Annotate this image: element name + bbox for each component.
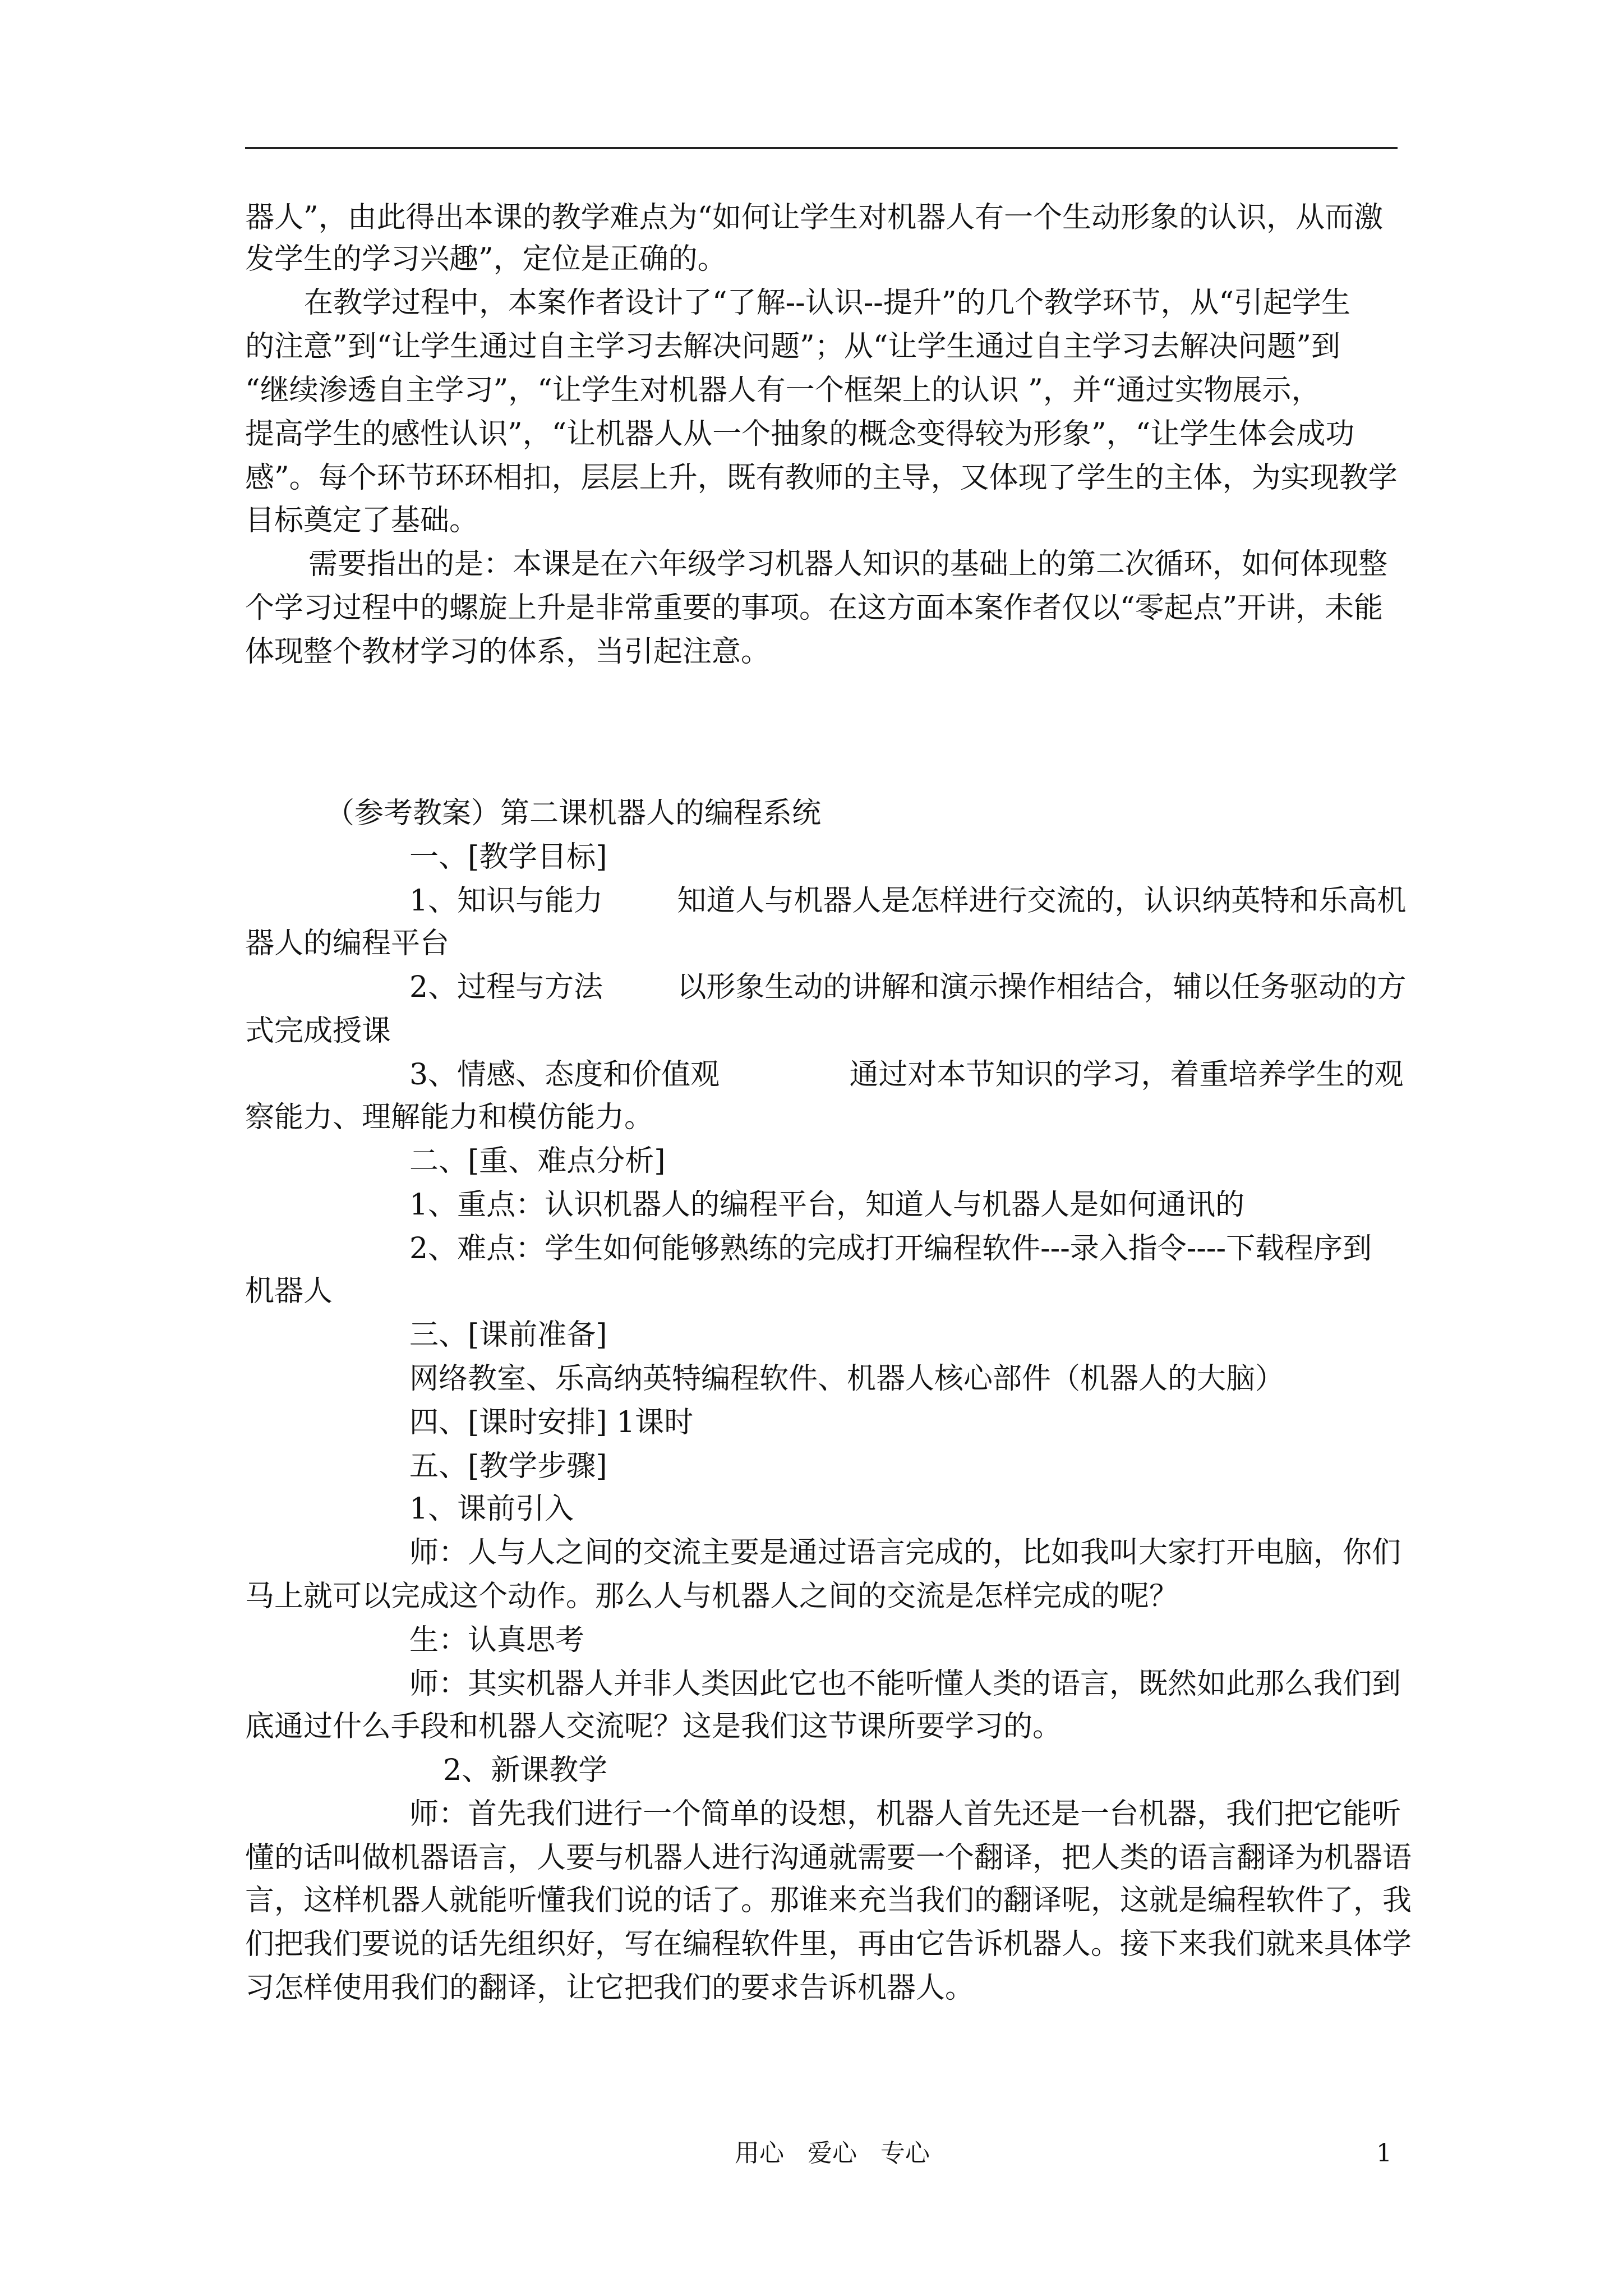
body-line: 的注意”到“让学生通过自主学习去解决问题”；从“让学生通过自主学习去解决问题”到 <box>245 330 1340 364</box>
body-line: 习怎样使用我们的翻译，让它把我们的要求告诉机器人。 <box>245 1971 975 2005</box>
body-line: 懂的话叫做机器语言，人要与机器人进行沟通就需要一个翻译，把人类的语言翻译为机器语 <box>245 1841 1412 1875</box>
section-heading: 一、[教学目标] <box>409 840 607 874</box>
body-line: 马上就可以完成这个动作。那么人与机器人之间的交流是怎样完成的呢？ <box>245 1580 1179 1613</box>
body-line: 目标奠定了基础。 <box>245 504 479 537</box>
body-line: 1、知识与能力 知道人与机器人是怎样进行交流的，认识纳英特和乐高机 <box>409 884 1407 918</box>
body-line: 察能力、理解能力和模仿能力。 <box>245 1101 654 1134</box>
body-line: 言，这样机器人就能听懂我们说的话了。那谁来充当我们的翻译呢，这就是编程软件了，我 <box>245 1884 1412 1917</box>
body-line: 在教学过程中，本案作者设计了“了解--认识--提升”的几个教学环节，从“引起学生 <box>304 286 1351 320</box>
body-line: 2、难点：学生如何能够熟练的完成打开编程软件---录入指令----下载程序到 <box>409 1232 1372 1266</box>
body-line: 2、过程与方法 以形象生动的讲解和演示操作相结合，辅以任务驱动的方 <box>409 970 1407 1004</box>
section-heading: 五、[教学步骤] <box>409 1450 607 1483</box>
body-line: 2、新课教学 <box>443 1754 608 1787</box>
body-line: 发学生的学习兴趣”，定位是正确的。 <box>245 242 727 276</box>
body-line: 器人的编程平台 <box>245 927 450 960</box>
body-line: 机器人 <box>245 1274 333 1308</box>
body-line: 提高学生的感性认识”，“让机器人从一个抽象的概念变得较为形象”，“让学生体会成功 <box>245 417 1355 451</box>
body-line: 1、重点：认识机器人的编程平台，知道人与机器人是如何通讯的 <box>409 1188 1245 1222</box>
body-line: 师：其实机器人并非人类因此它也不能听懂人类的语言，既然如此那么我们到 <box>409 1667 1401 1701</box>
body-line: 个学习过程中的螺旋上升是非常重要的事项。在这方面本案作者仅以“零起点”开讲，未能 <box>245 591 1384 625</box>
body-line: 感”。每个环节环环相扣，层层上升，既有教师的主导，又体现了学生的主体，为实现教学 <box>245 461 1398 495</box>
lesson-title: （参考教案）第二课机器人的编程系统 <box>325 797 822 830</box>
body-line: 们把我们要说的话先组织好，写在编程软件里，再由它告诉机器人。接下来我们就来具体学 <box>245 1927 1412 1961</box>
body-line: 器人”，由此得出本课的教学难点为“如何让学生对机器人有一个生动形象的认识，从而激 <box>245 201 1384 234</box>
body-line: “继续渗透自主学习”，“让学生对机器人有一个框架上的认识 ”，并“通过实物展示， <box>245 374 1321 407</box>
header-rule <box>245 147 1398 149</box>
section-heading: 三、[课前准备] <box>409 1318 607 1352</box>
body-line: 体现整个教材学习的体系，当引起注意。 <box>245 635 771 669</box>
page-number: 1 <box>1376 2139 1392 2168</box>
footer-slogan: 用心 爱心 专心 <box>735 2139 930 2168</box>
body-line: 1、课前引入 <box>409 1492 574 1526</box>
body-line: 师：人与人之间的交流主要是通过语言完成的，比如我叫大家打开电脑，你们 <box>409 1536 1401 1570</box>
body-line: 生：认真思考 <box>409 1623 585 1657</box>
section-heading: 四、[课时安排] 1课时 <box>409 1406 694 1439</box>
body-line: 式完成授课 <box>245 1014 391 1048</box>
body-line: 底通过什么手段和机器人交流呢？这是我们这节课所要学习的。 <box>245 1710 1062 1743</box>
section-heading: 二、[重、难点分析] <box>409 1144 666 1178</box>
body-line: 需要指出的是：本课是在六年级学习机器人知识的基础上的第二次循环，如何体现整 <box>308 547 1388 581</box>
body-line: 师：首先我们进行一个简单的设想，机器人首先还是一台机器，我们把它能听 <box>409 1797 1401 1831</box>
body-line: 3、情感、态度和价值观 通过对本节知识的学习，着重培养学生的观 <box>409 1058 1404 1092</box>
body-line: 网络教室、乐高纳英特编程软件、机器人核心部件（机器人的大脑） <box>409 1362 1285 1396</box>
